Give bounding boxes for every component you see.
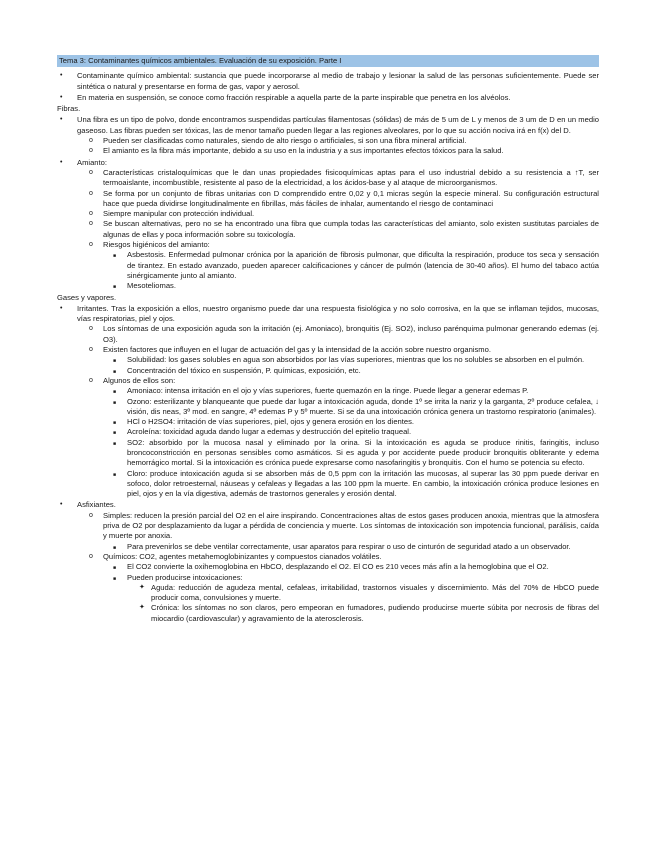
list-item: • Una fibra es un tipo de polvo, donde encontramos suspendidas partículas filamentosas (sólidas) de más de 5 um de L y menos de 3 um de D en un medio gaseoso. Las fibras pueden ser tóxicas, las de menor tamaño pueden llegar a las regiones alveolares, por lo que su acción nociva irá en f(x) del D. o Pueden ser clasificadas como naturales, siendo de alto riesgo o artificiales, si son una fibra mineral artificial. o El amianto es la fibra más importante, debido a su uso en la industria y a sus importantes efectos tóxicos para la salud.	[60, 115, 599, 156]
list-item: o Riesgos higiénicos del amianto: ■ Asbestosis. Enfermedad pulmonar crónica por la aparición de fibrosis pulmonar, que dificulta la respiración, produce tos seca y sensación de tirantez. En estado avanzado, pueden aparecer calcificaciones y cáncer de pulmón (latencia de 30-40 años). El humo del tabaco actúa sinérgicamente junto al amianto. ■ Mesoteliomas.	[89, 240, 599, 291]
bullet-icon: o	[89, 511, 93, 519]
list-item: ■ Ozono: esterilizante y blanqueante que puede dar lugar a intoxicación aguda, donde 1º se irrita la nariz y la garganta, 2º produce cefalea, ↓ visión, dis neas, 3º mod. en sangre, 4º edemas P y 5º muerte. Si se da una intoxicación crónica genera un trastorno respiratorio (animales).	[113, 396, 599, 416]
fibras-list	[57, 115, 599, 291]
list-item: ■ Solubilidad: los gases solubles en agua son absorbidos por las vías superiores, mientras que los no solubles se absorben en el pulmón.	[113, 355, 599, 365]
list-item: o Características cristaloquímicas que le dan unas propiedades fisicoquímicas aptas para el uso industrial debido a su resistencia a ↑T, ser termoaislante, incombustible, resistente al paso de la electricidad, a los ácidos-base y al ataque de microorganismos.	[89, 167, 599, 188]
list-item: o Se buscan alternativas, pero no se ha encontrado una fibra que cumpla todas las características del amianto, solo existen sustitutas parciales de algunas de ellas y poca información sobre su toxicología.	[89, 219, 599, 239]
list-item: o Químicos: CO2, agentes metahemoglobinizantes y compuestos cianados volátiles. ■ El CO2 convierte la oxihemoglobina en HbCO, desplazando el O2. El CO es 210 veces más afín a la hemoglobina que el O2. ■ Pueden producirse intoxicaciones: ✦ Aguda: reducción de agudeza mental, cefaleas, irritabilidad, trastornos visuales y discernimiento. Más del 70% de HbCO puede producir coma, convulsiones y muerte. ✦ Crónica: los síntomas no son claros, pero empeoran en fumadores, pudiendo producirse muerte súbita por necrosis de fibras del miocardio (cardiovascular) y agravamiento de la aterosclerosis.	[89, 551, 599, 623]
bullet-icon: ■	[113, 368, 117, 375]
list-item: ■ Pueden producirse intoxicaciones: ✦ Aguda: reducción de agudeza mental, cefaleas, irritabilidad, trastornos visuales y discernimiento. Más del 70% de HbCO puede producir coma, convulsiones y muerte. ✦ Crónica: los síntomas no son claros, pero empeoran en fumadores, pudiendo producirse muerte súbita por necrosis de fibras del miocardio (cardiovascular) y agravamiento de la aterosclerosis.	[113, 572, 599, 623]
bullet-icon: ✦	[139, 604, 145, 612]
bullet-icon: o	[89, 210, 93, 218]
list-item: ■ Para prevenirlos se debe ventilar correctamente, usar aparatos para respirar o uso de cinturón de seguridad atado a un observador.	[113, 542, 599, 552]
list-item: ■ El CO2 convierte la oxihemoglobina en HbCO, desplazando el O2. El CO es 210 veces más afín a la hemoglobina que el O2.	[113, 562, 599, 572]
list-item: • En materia en suspensión, se conoce como fracción respirable a aquella parte de la parte inspirable que penetra en los alvéolos.	[60, 92, 511, 102]
bullet-icon: ■	[113, 440, 117, 447]
list-item: ■ Concentración del tóxico en suspensión, P. químicas, exposición, etc.	[113, 366, 599, 376]
list-item: o Pueden ser clasificadas como naturales, siendo de alto riesgo o artificiales, si son una fibra mineral artificial.	[89, 136, 467, 146]
bullet-icon: ■	[113, 358, 117, 365]
list-item: o Los síntomas de una exposición aguda son la irritación (ej. Amoniaco), bronquitis (Ej. SO2), incluso parénquima pulmonar generando edemas (ej. O3).	[89, 324, 599, 344]
list-item: o El amianto es la fibra más importante, debido a su uso en la industria y a sus importantes efectos tóxicos para la salud.	[89, 146, 504, 156]
gases-list	[57, 304, 599, 624]
bullet-icon: o	[89, 346, 93, 354]
list-item: ■ Cloro: produce intoxicación aguda si se absorben más de 0,5 ppm con la irritación las mucosas, al superar las 30 ppm puede derivar en sofoco, dolor retroesternal, náuseas y cefaleas y llegadas a las 100 ppm la muerte. En cambio, la intoxicación crónica produce lesiones en piel, ojos y en la vía digestiva, además de trastornos generales y erosión dental.	[113, 468, 599, 499]
bullet-icon: o	[89, 137, 93, 145]
bullet-icon: o	[89, 376, 93, 384]
bullet-icon: ✦	[139, 583, 145, 591]
bullet-icon: ■	[113, 565, 117, 572]
bullet-icon: ■	[113, 430, 117, 437]
bullet-icon: ■	[113, 253, 117, 260]
list-item: o Simples: reducen la presión parcial del O2 en el aire inspirando. Concentraciones altas de estos gases producen anoxia, mientras que la atmosfera priva de O2 por desplazamiento da lugar a pérdida de conciencia y muerte. Los síntomas de intoxicación son impotencia funcional, parálisis, caída y muerte por anoxia. ■ Para prevenirlos se debe ventilar correctamente, usar aparatos para respirar o uso de cinturón de seguridad atado a un observador.	[89, 511, 599, 552]
bullet-icon: •	[60, 72, 63, 80]
bullet-icon: •	[60, 93, 63, 101]
list-item: o Se forma por un conjunto de fibras unitarias con D comprendido entre 0,02 y 0,1 micras según la especie mineral. Su configuración estructural hace que pueda dividirse longitudinalmente en fibrillas, más fáciles de inhalar, aumentando el riesgo de contaminaci	[89, 188, 599, 208]
list-item: • Irritantes. Tras la exposición a ellos, nuestro organismo puede dar una respuesta fisiológica y no solo corrosiva, en la que se inflaman tejidos, mucosas, vías respiratorias, piel y ojos. o Los síntomas de una exposición aguda son la irritación (ej. Amoniaco), bronquitis (Ej. SO2), incluso parénquima pulmonar generando edemas (ej. O3). o Existen factores que influyen en el lugar de actuación del gas y la intensidad de la acción sobre nuestro organismo. ■ Solubilidad: los gases solubles en agua son absorbidos por las vías superiores, mientras que los no solubles se absorben en el pulmón. ■ Concentración del tóxico en suspensión, P. químicas, exposición, etc. o Algunos de ellos son: ■ Amoniaco: intensa irritación en el ojo y vías superiores, fuerte quemazón en la ringe. Puede llegar a generar edemas P. ■ Ozono: esterilizante y blanqueante que puede dar lugar a intoxicación aguda, donde 1º se irrita la nariz y la garganta, 2º produce cefalea, ↓ visión, dis neas, 3º mod. en sangre, 4º edemas P y 5º muerte. Si se da una intoxicación crónica genera un trastorno respiratorio (animales). ■ HCl o H2SO4: irritación de vías superiores, piel, ojos y genera erosión en los dientes. ■ Acroleína: toxicidad aguda dando lugar a edemas y destrucción del epitelio traqueal. ■ SO2: absorbido por la mucosa nasal y eliminado por la orina. Si la intoxicación es aguda se produce rinitis, faringitis, incluso broncoconstricción en personas sensibles como asmáticos. Si es aguda y por accidente puede producir bronquitis obliterante y edema hemorrágico mortal. Si la intoxicación es crónica puede expresarse como nasofaringitis y bronquitis. Con el humo se potencia su efecto. ■ Cloro: produce intoxicación aguda si se absorben más de 0,5 ppm con la irritación las mucosas, al superar las 30 ppm puede derivar en sofoco, dolor retroesternal, náuseas y cefaleas y llegadas a las 100 ppm la muerte. En cambio, la intoxicación crónica produce lesiones en piel, ojos y en la vía digestiva, además de trastornos generales y erosión dental.	[60, 303, 599, 499]
list-item: • Asfixiantes. o Simples: reducen la presión parcial del O2 en el aire inspirando. Concentraciones altas de estos gases producen anoxia, mientras que la atmosfera priva de O2 por desplazamiento da lugar a pérdida de conciencia y muerte. Los síntomas de intoxicación son impotencia funcional, parálisis, caída y muerte por anoxia. ■ Para prevenirlos se debe ventilar correctamente, usar aparatos para respirar o uso de cinturón de seguridad atado a un observador. o Químicos: CO2, agentes metahemoglobinizantes y compuestos cianados volátiles. ■ El CO2 convierte la oxihemoglobina en HbCO, desplazando el O2. El CO es 210 veces más afín a la hemoglobina que el O2. ■ Pueden producirse intoxicaciones: ✦ Aguda: reducción de agudeza mental, cefaleas, irritabilidad, trastornos visuales y discernimiento. Más del 70% de HbCO puede producir coma, convulsiones y muerte. ✦ Crónica: los síntomas no son claros, pero empeoran en fumadores, pudiendo producirse muerte súbita por necrosis de fibras del miocardio (cardiovascular) y agravamiento de la aterosclerosis.	[60, 500, 599, 623]
bullet-icon: o	[89, 325, 93, 333]
section-heading-gases: Gases y vapores.	[57, 292, 117, 302]
bullet-icon: ■	[113, 471, 117, 478]
bullet-icon: o	[89, 189, 93, 197]
list-item: ■ Asbestosis. Enfermedad pulmonar crónica por la aparición de fibrosis pulmonar, que dificulta la respiración, produce tos seca y sensación de tirantez. En estado avanzado, pueden aparecer calcificaciones y cáncer de pulmón (latencia de 30-40 años). El humo del tabaco actúa sinérgicamente junto al amianto.	[113, 250, 599, 280]
bullet-icon: ■	[113, 544, 117, 551]
bullet-icon: ■	[113, 284, 117, 291]
bullet-icon: o	[89, 552, 93, 560]
bullet-icon: ■	[113, 575, 117, 582]
bullet-icon: o	[89, 220, 93, 228]
list-item: ■ HCl o H2SO4: irritación de vías superiores, piel, ojos y genera erosión en los dientes.	[113, 417, 599, 427]
bullet-icon: o	[89, 147, 93, 155]
list-item: ■ Acroleína: toxicidad aguda dando lugar a edemas y destrucción del epitelio traqueal.	[113, 427, 599, 437]
bullet-icon: o	[89, 241, 93, 249]
section-heading-fibras: Fibras.	[57, 104, 81, 114]
bullet-icon: ■	[113, 420, 117, 427]
list-item: o Siempre manipular con protección individual.	[89, 209, 255, 219]
bullet-icon: ■	[113, 399, 117, 406]
bullet-icon: o	[89, 168, 93, 176]
intro-list	[57, 71, 599, 103]
list-item: ✦ Crónica: los síntomas no son claros, pero empeoran en fumadores, pudiendo producirse muerte súbita por necrosis de fibras del miocardio (cardiovascular) y agravamiento de la aterosclerosis.	[139, 603, 599, 623]
bullet-icon: •	[60, 116, 63, 124]
bullet-icon: ■	[113, 389, 117, 396]
list-item: o Existen factores que influyen en el lugar de actuación del gas y la intensidad de la acción sobre nuestro organismo. ■ Solubilidad: los gases solubles en agua son absorbidos por las vías superiores, mientras que los no solubles se absorben en el pulmón. ■ Concentración del tóxico en suspensión, P. químicas, exposición, etc.	[89, 345, 599, 376]
list-item: ■ Amoniaco: intensa irritación en el ojo y vías superiores, fuerte quemazón en la ringe. Puede llegar a generar edemas P.	[113, 386, 599, 396]
list-item: ✦ Aguda: reducción de agudeza mental, cefaleas, irritabilidad, trastornos visuales y discernimiento. Más del 70% de HbCO puede producir coma, convulsiones y muerte.	[139, 582, 599, 603]
list-item: ■ SO2: absorbido por la mucosa nasal y eliminado por la orina. Si la intoxicación es aguda se produce rinitis, faringitis, incluso broncoconstricción en personas sensibles como asmáticos. Si es aguda y por accidente puede producir bronquitis obliterante y edema hemorrágico mortal. Si la intoxicación es crónica puede expresarse como nasofaringitis y bronquitis. Con el humo se potencia su efecto.	[113, 437, 599, 468]
list-item: • Amianto: o Características cristaloquímicas que le dan unas propiedades fisicoquímicas aptas para el uso industrial debido a su resistencia a ↑T, ser termoaislante, incombustible, resistente al paso de la electricidad, a los ácidos-base y al ataque de microorganismos. o Se forma por un conjunto de fibras unitarias con D comprendido entre 0,02 y 0,1 micras según la especie mineral. Su configuración estructural hace que pueda dividirse longitudinalmente en fibrillas, más fáciles de inhalar, aumentando el riesgo de contaminaci o Siempre manipular con protección individual. o Se buscan alternativas, pero no se ha encontrado una fibra que cumpla todas las características del amianto, solo existen sustitutas parciales de algunas de ellas y poca información sobre su toxicología. o Riesgos higiénicos del amianto: ■ Asbestosis. Enfermedad pulmonar crónica por la aparición de fibrosis pulmonar, que dificulta la respiración, produce tos seca y sensación de tirantez. En estado avanzado, pueden aparecer calcificaciones y cáncer de pulmón (latencia de 30-40 años). El humo del tabaco actúa sinérgicamente junto al amianto. ■ Mesoteliomas.	[57, 158, 599, 292]
bullet-icon: •	[60, 158, 63, 166]
document-page	[57, 55, 599, 625]
page-title: Tema 3: Contaminantes químicos ambientales. Evaluación de su exposición. Parte I	[57, 55, 599, 67]
bullet-icon: •	[60, 304, 63, 312]
list-item: • Contaminante químico ambiental: sustancia que puede incorporarse al medio de trabajo y lesionar la salud de las personas suficientemente. Puede ser sintética o natural y presentarse en forma de gas, vapor y aerosol.	[60, 71, 599, 91]
list-item: ■ Mesoteliomas.	[113, 281, 599, 291]
list-item: o Algunos de ellos son: ■ Amoniaco: intensa irritación en el ojo y vías superiores, fuerte quemazón en la ringe. Puede llegar a generar edemas P. ■ Ozono: esterilizante y blanqueante que puede dar lugar a intoxicación aguda, donde 1º se irrita la nariz y la garganta, 2º produce cefalea, ↓ visión, dis neas, 3º mod. en sangre, 4º edemas P y 5º muerte. Si se da una intoxicación crónica genera un trastorno respiratorio (animales). ■ HCl o H2SO4: irritación de vías superiores, piel, ojos y genera erosión en los dientes. ■ Acroleína: toxicidad aguda dando lugar a edemas y destrucción del epitelio traqueal. ■ SO2: absorbido por la mucosa nasal y eliminado por la orina. Si la intoxicación es aguda se produce rinitis, faringitis, incluso broncoconstricción en personas sensibles como asmáticos. Si es aguda y por accidente puede producir bronquitis obliterante y edema hemorrágico mortal. Si la intoxicación es crónica puede expresarse como nasofaringitis y bronquitis. Con el humo se potencia su efecto. ■ Cloro: produce intoxicación aguda si se absorben más de 0,5 ppm con la irritación las mucosas, al superar las 30 ppm puede derivar en sofoco, dolor retroesternal, náuseas y cefaleas y llegadas a las 100 ppm la muerte. En cambio, la intoxicación crónica produce lesiones en piel, ojos y en la vía digestiva, además de trastornos generales y erosión dental.	[89, 375, 599, 499]
bullet-icon: •	[60, 501, 63, 509]
